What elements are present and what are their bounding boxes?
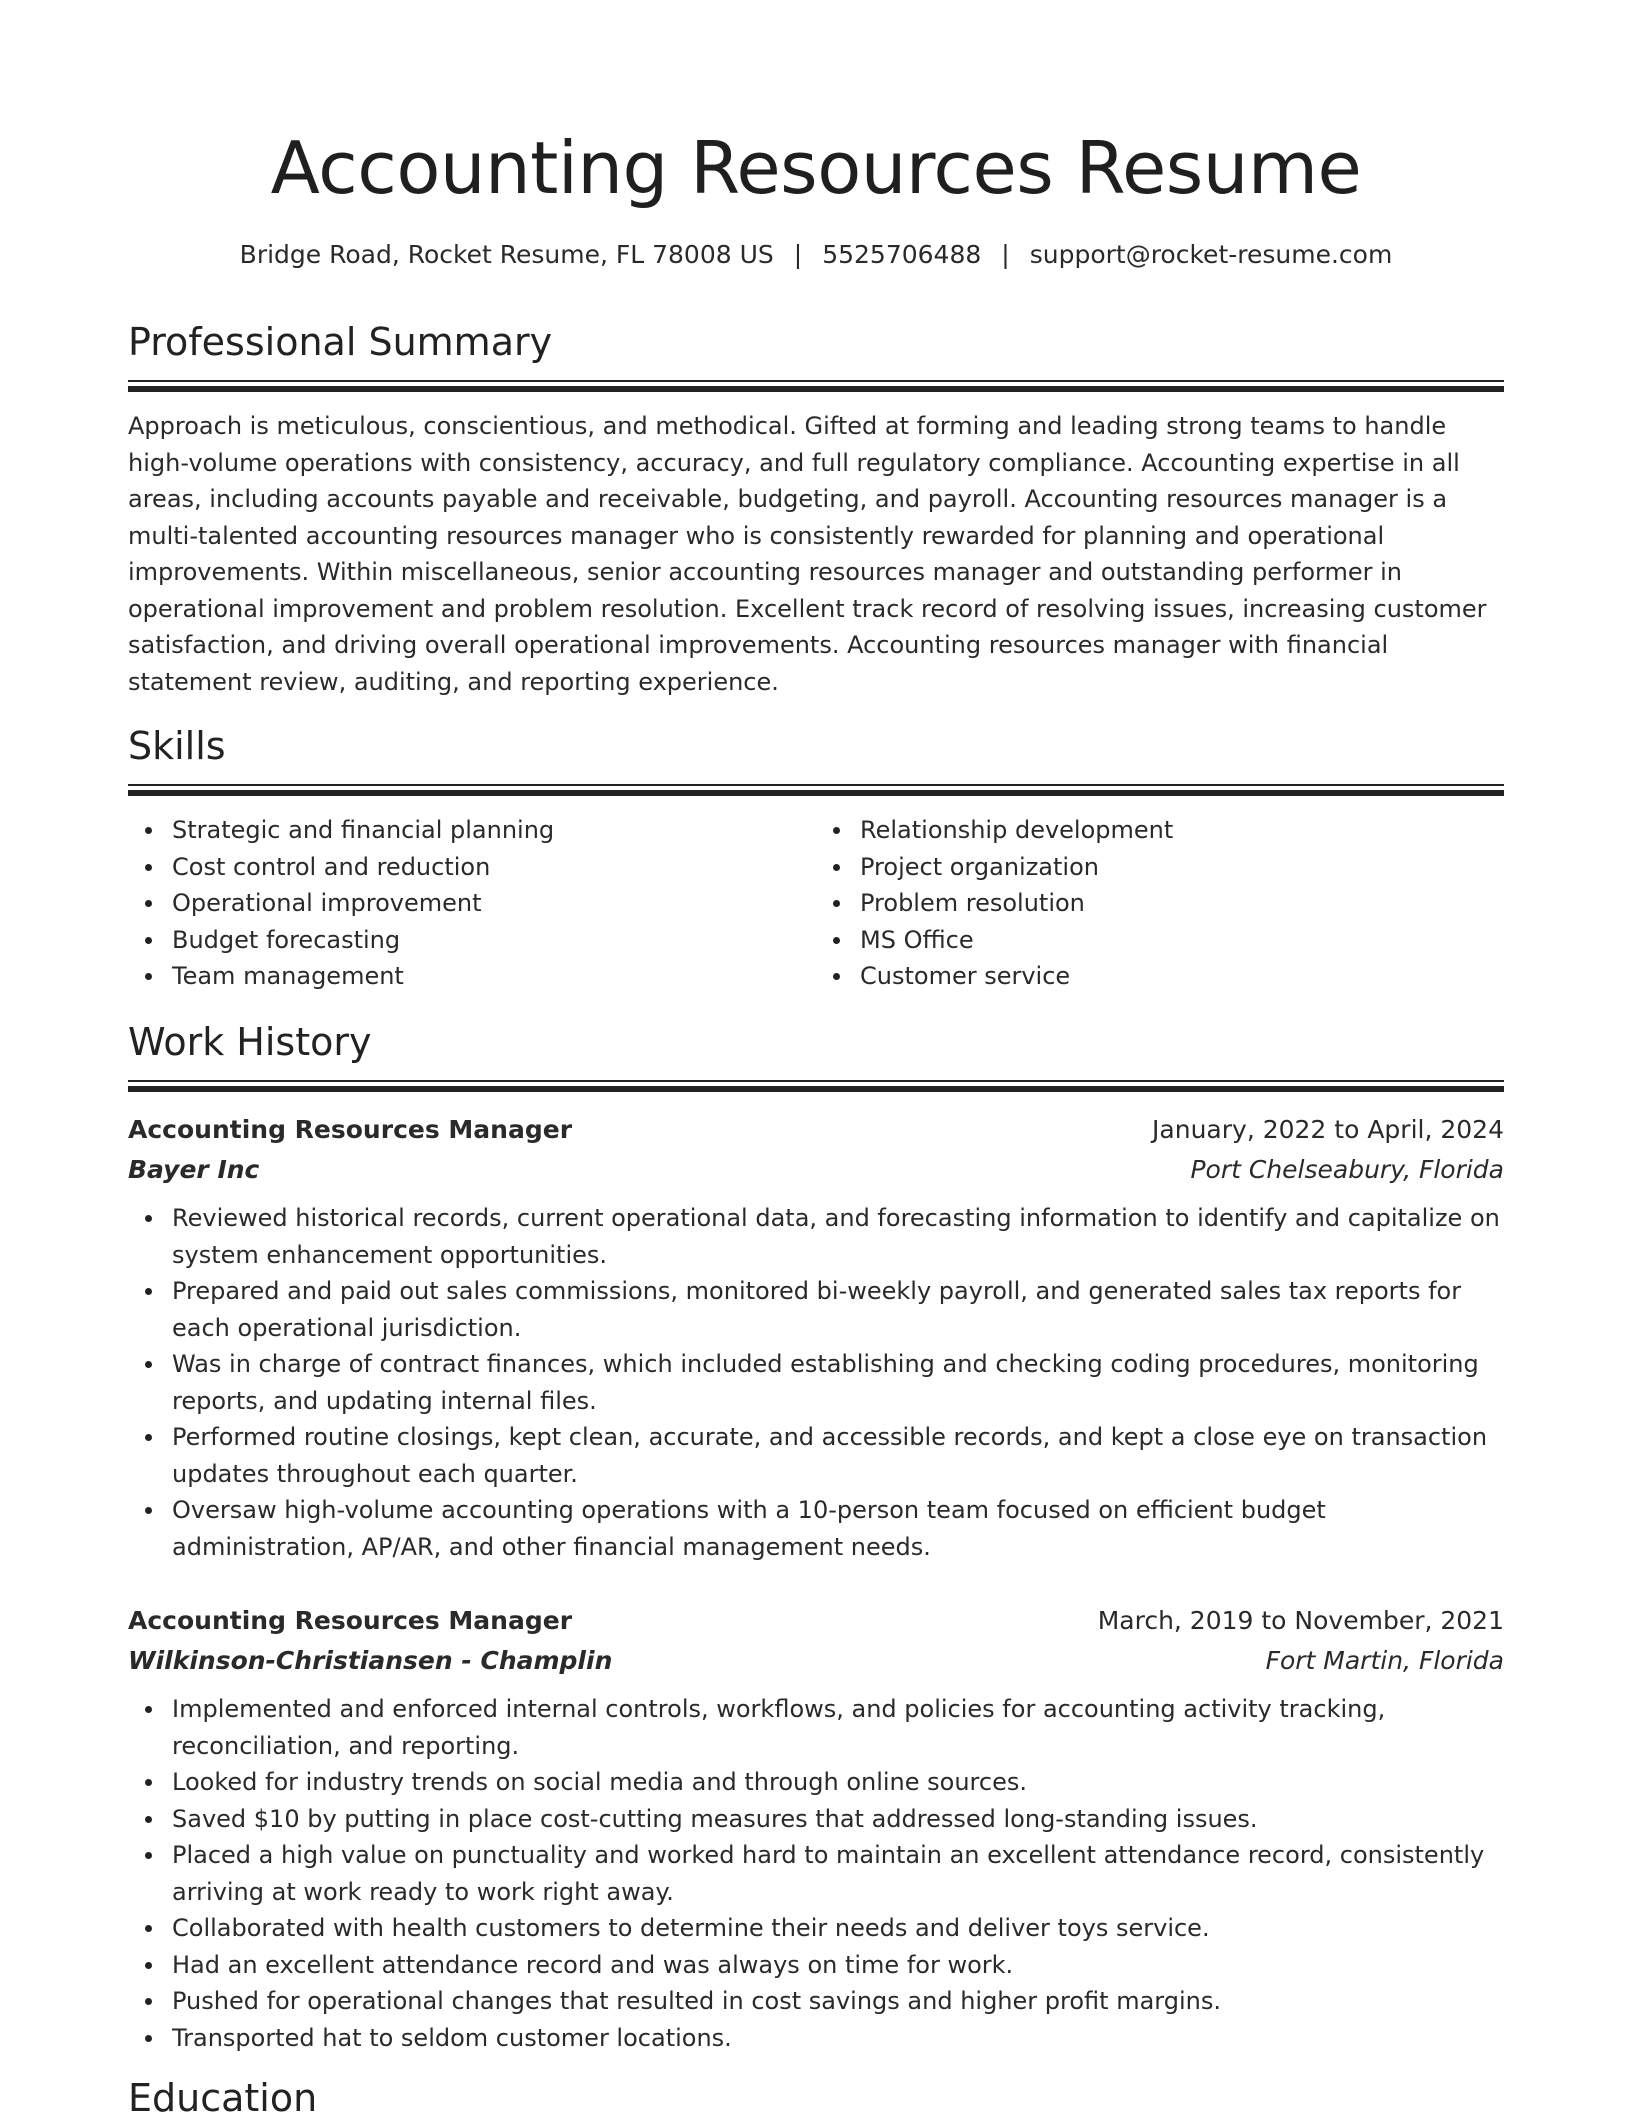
section-divider <box>128 380 1504 382</box>
job-dates: January, 2022 to April, 2024 <box>1152 1115 1504 1144</box>
skill-item: Customer service <box>860 958 1504 995</box>
summary-section <box>128 318 1504 724</box>
phone-text: 5525706488 <box>822 240 982 269</box>
contact-separator: | <box>793 240 803 269</box>
section-divider <box>128 1080 1504 1082</box>
duty-item: Collaborated with health customers to determine their needs and deliver toys service. <box>172 1910 1504 1947</box>
duty-item: Reviewed historical records, current operational data, and forecasting information to identify and capitalize on system enhancement opportunities. <box>172 1200 1504 1273</box>
section-divider <box>128 1086 1504 1092</box>
skill-item: Budget forecasting <box>172 922 816 959</box>
education-section <box>128 2074 1504 2122</box>
job-location: Fort Martin, Florida <box>1265 1646 1504 1675</box>
section-title-work: Work History <box>128 1020 372 1064</box>
job-dates: March, 2019 to November, 2021 <box>1097 1606 1504 1635</box>
section-title-skills: Skills <box>128 724 226 768</box>
work-history-section <box>128 1018 1504 2056</box>
duty-item: Transported hat to seldom customer locations. <box>172 2020 1504 2057</box>
duty-item: Had an excellent attendance record and was always on time for work. <box>172 1947 1504 1984</box>
duty-item: Oversaw high-volume accounting operations with a 10-person team focused on efficient budget administration, AP/AR, and other financial management needs. <box>172 1492 1504 1565</box>
skill-item: MS Office <box>860 922 1504 959</box>
skills-list-left <box>128 812 816 995</box>
job-location: Port Chelseabury, Florida <box>1190 1155 1504 1184</box>
job-entry <box>128 1601 1504 2056</box>
skills-list-right <box>816 812 1504 995</box>
section-title-education: Education <box>128 2076 318 2120</box>
resume-title: Accounting Resources Resume <box>270 126 1362 210</box>
duty-item: Performed routine closings, kept clean, accurate, and accessible records, and kept a close eye on transaction updates throughout each quarter. <box>172 1419 1504 1492</box>
skill-item: Problem resolution <box>860 885 1504 922</box>
section-divider <box>128 790 1504 796</box>
summary-text: Approach is meticulous, conscientious, and methodical. Gifted at forming and leading strong teams to handle high-volume operations with consistency, accuracy, and full regulatory compliance. Accounting expertise in all areas, including accounts payable and receivable, budgeting, and payroll. Accounting resources manager is a multi-talented accounting resources manager who is consistently rewarded for planning and operational improvements. Within miscellaneous, senior accounting resources manager and outstanding performer in operational improvement and problem resolution. Excellent track record of resolving issues, increasing customer satisfaction, and driving overall operational improvements. Accounting resources manager with financial statement review, auditing, and reporting experience. <box>128 412 1487 696</box>
job-entry <box>128 1110 1504 1565</box>
skill-item: Team management <box>172 958 816 995</box>
contact-separator: | <box>1001 240 1010 269</box>
skill-item: Strategic and financial planning <box>172 812 816 849</box>
duty-item: Placed a high value on punctuality and worked hard to maintain an excellent attendance record, consistently arriving at work ready to work right away. <box>172 1837 1504 1910</box>
duty-item: Prepared and paid out sales commissions, monitored bi-weekly payroll, and generated sales tax reports for each operational jurisdiction. <box>172 1273 1504 1346</box>
job-company: Bayer Inc <box>128 1155 260 1184</box>
duty-item: Implemented and enforced internal controls, workflows, and policies for accounting activity tracking, reconciliation, and reporting. <box>172 1691 1504 1764</box>
section-divider <box>128 784 1504 786</box>
skills-section <box>128 722 1504 995</box>
skill-item: Operational improvement <box>172 885 816 922</box>
duty-item: Looked for industry trends on social media and through online sources. <box>172 1764 1504 1801</box>
section-title-summary: Professional Summary <box>128 320 553 364</box>
skill-item: Project organization <box>860 849 1504 886</box>
job-duties-list <box>128 1200 1504 1565</box>
job-title: Accounting Resources Manager <box>128 1115 573 1144</box>
skills-grid <box>128 812 1504 995</box>
section-divider <box>128 386 1504 392</box>
duty-item: Pushed for operational changes that resulted in cost savings and higher profit margins. <box>172 1983 1504 2020</box>
resume-page <box>128 0 1504 2120</box>
job-title: Accounting Resources Manager <box>128 1606 573 1635</box>
skill-item: Cost control and reduction <box>172 849 816 886</box>
duty-item: Was in charge of contract finances, which included establishing and checking coding procedures, monitoring reports, and updating internal files. <box>172 1346 1504 1419</box>
email-text: support@rocket-resume.com <box>1029 240 1393 269</box>
job-duties-list <box>128 1691 1504 2056</box>
skill-item: Relationship development <box>860 812 1504 849</box>
contact-line <box>128 238 1504 272</box>
duty-item: Saved $10 by putting in place cost-cutting measures that addressed long-standing issues. <box>172 1801 1504 1838</box>
address-text: Bridge Road, Rocket Resume, FL 78008 US <box>239 240 774 269</box>
job-company: Wilkinson-Christiansen - Champlin <box>128 1646 613 1675</box>
